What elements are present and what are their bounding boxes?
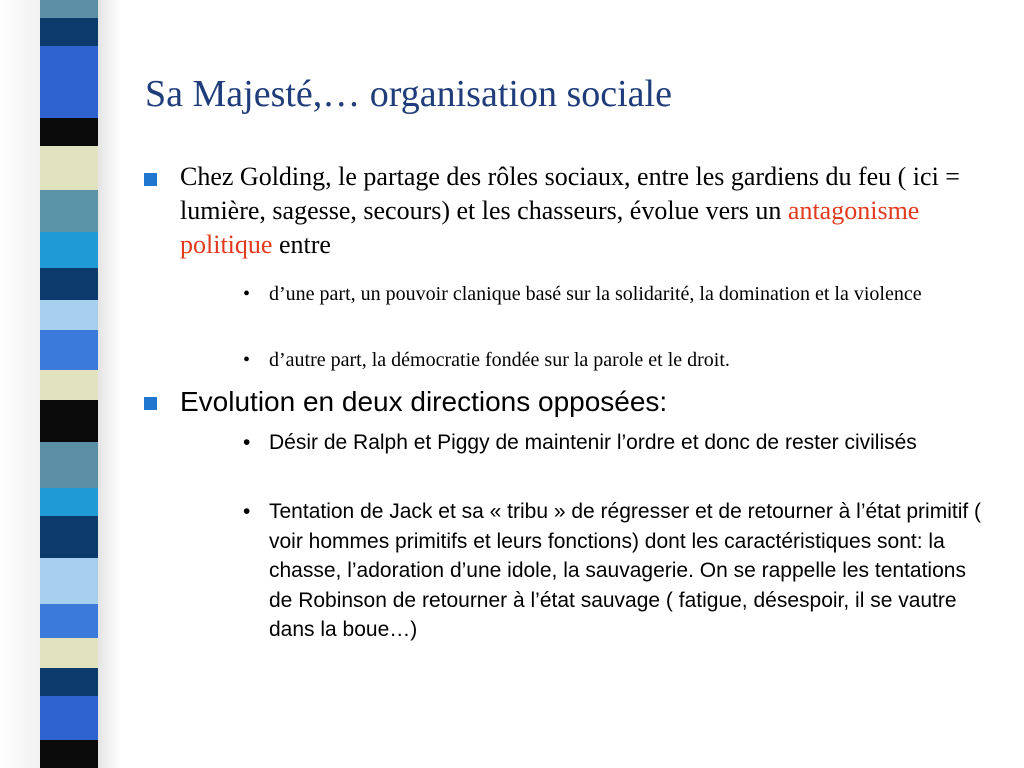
stripe-block xyxy=(40,300,98,330)
stripe-block xyxy=(40,370,98,400)
stripe-block xyxy=(40,400,98,442)
stripe-block xyxy=(40,488,98,516)
stripe-block xyxy=(40,46,98,78)
sub-bullet-item xyxy=(243,497,989,645)
dot-bullet-icon: • xyxy=(243,431,251,454)
stripe-block xyxy=(40,516,98,558)
sub-bullet-item xyxy=(243,428,979,457)
stripe-block xyxy=(40,118,98,146)
stripe-block xyxy=(40,232,98,268)
sub-bullet-text: d’autre part, la démocratie fondée sur la parole et le droit. xyxy=(269,349,730,371)
stripe-block xyxy=(40,558,98,604)
stripe-block xyxy=(40,604,98,638)
square-bullet-icon xyxy=(144,397,157,410)
stripe-block xyxy=(40,18,98,46)
bullet-text: Evolution en deux directions opposées: xyxy=(180,386,668,417)
stripe-block xyxy=(40,330,98,370)
stripe-block xyxy=(40,442,98,488)
slide-title: Sa Majesté,… organisation sociale xyxy=(145,73,672,115)
stripe-block xyxy=(40,146,98,190)
dot-bullet-icon: • xyxy=(243,500,251,523)
bullet-item xyxy=(180,385,960,419)
stripe-block xyxy=(40,190,98,232)
stripe-block xyxy=(40,78,98,118)
highlighted-text: antagonisme politique xyxy=(180,196,920,259)
stripe-block xyxy=(40,668,98,696)
stripe-block xyxy=(40,638,98,668)
decorative-stripe xyxy=(0,0,120,768)
sub-bullet-text: Tentation de Jack et sa « tribu » de régresser et de retourner à l’état primitif ( voir hommes primitifs et leurs fonctions) dont les caractéristiques sont: la chasse, l’adoration d’une idole, la sauvagerie. On se rappelle les tentations de Robinson de retourner à l’état sauvage ( fatigue, désespoir, il se vautre dans la boue…) xyxy=(269,500,982,641)
bullet-text: Chez Golding, le partage des rôles sociaux, entre les gardiens du feu ( ici = lumière, sagesse, secours) et les chasseurs, évolue vers un xyxy=(180,162,960,225)
stripe-block xyxy=(40,268,98,300)
sub-bullet-text: Désir de Ralph et Piggy de maintenir l’ordre et donc de rester civilisés xyxy=(269,431,917,454)
bullet-item xyxy=(180,160,960,262)
square-bullet-icon xyxy=(144,173,157,186)
dot-bullet-icon: • xyxy=(243,283,251,305)
sub-bullet-item xyxy=(243,346,949,374)
stripe-block xyxy=(40,0,98,18)
sub-bullet-text: d’une part, un pouvoir clanique basé sur la solidarité, la domination et la violence xyxy=(269,283,922,305)
bullet-text-end: entre xyxy=(272,230,331,259)
stripe-block xyxy=(40,696,98,740)
dot-bullet-icon: • xyxy=(243,349,251,371)
stripe-block xyxy=(40,740,98,768)
sub-bullet-item xyxy=(243,280,929,308)
